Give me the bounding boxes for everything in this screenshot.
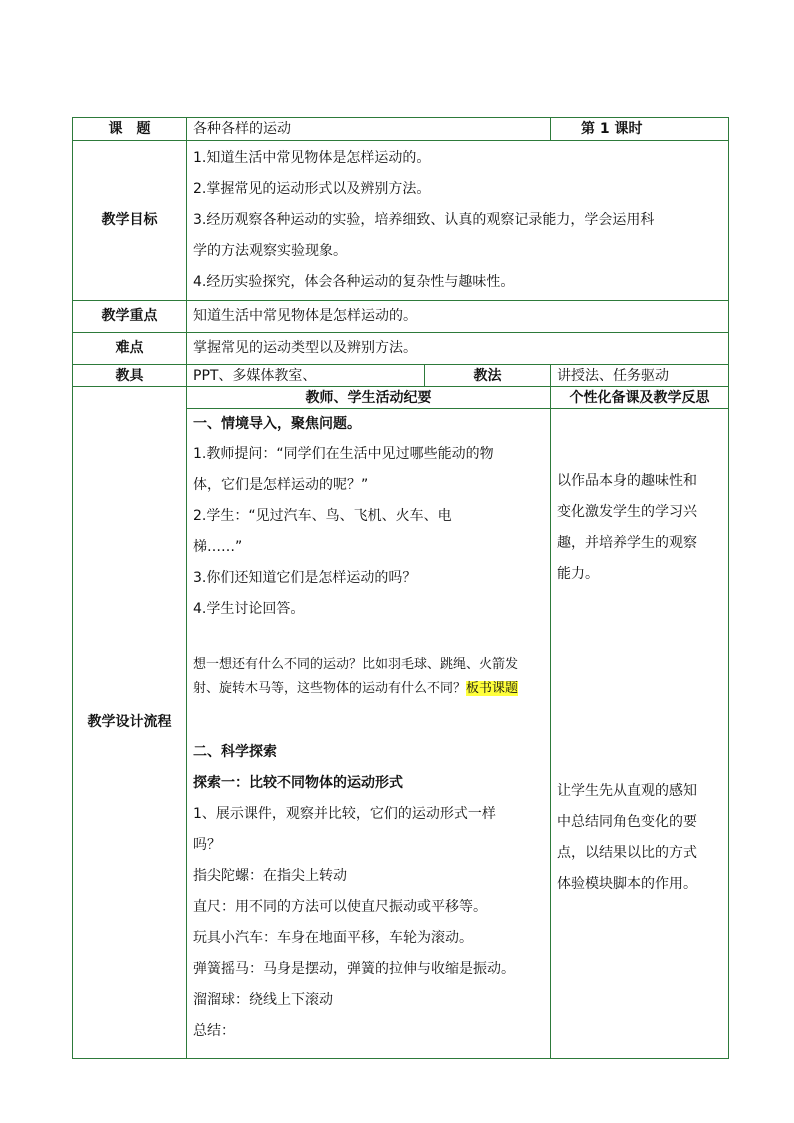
topic-value: 各种各样的运动 bbox=[187, 118, 551, 141]
row-goals bbox=[73, 141, 729, 301]
method-label: 教法 bbox=[425, 365, 551, 387]
reflection-1-line: 以作品本身的趣味性和 bbox=[557, 473, 697, 489]
key-point-label: 教学重点 bbox=[73, 301, 187, 333]
tools-value: PPT、多媒体教室、 bbox=[187, 365, 425, 387]
lesson-number: 第 1 课时 bbox=[551, 118, 729, 141]
reflection-2-line: 点，以结果以比的方式 bbox=[557, 845, 697, 861]
section-1-line: 2.学生：“见过汽车、鸟、飞机、火车、电 bbox=[193, 508, 452, 524]
reflection-column-header: 个性化备课及教学反思 bbox=[551, 387, 729, 409]
goal-item: 2.掌握常见的运动形式以及辨别方法。 bbox=[193, 181, 431, 197]
section-2-line: 总结： bbox=[193, 1023, 235, 1039]
section-2-line: 玩具小汽车：车身在地面平移，车轮为滚动。 bbox=[193, 930, 473, 946]
difficulty-value: 掌握常见的运动类型以及辨别方法。 bbox=[187, 333, 729, 365]
row-key-point bbox=[73, 301, 729, 333]
section-1-line: 1.教师提问：“同学们在生活中见过哪些能动的物 bbox=[193, 446, 494, 462]
reflection-1-line: 变化激发学生的学习兴 bbox=[557, 504, 697, 520]
tools-label: 教具 bbox=[73, 365, 187, 387]
section-2-line: 溜溜球：绕线上下滚动 bbox=[193, 992, 333, 1008]
reflection-2-line: 让学生先从直观的感知 bbox=[557, 783, 697, 799]
activities-column-header: 教师、学生活动纪要 bbox=[187, 387, 551, 409]
section-2-title: 二、科学探索 bbox=[193, 744, 277, 760]
method-value: 讲授法、任务驱动 bbox=[551, 365, 729, 387]
reflection-1-line: 能力。 bbox=[557, 566, 599, 582]
reflection-2-line: 体验模块脚本的作用。 bbox=[557, 876, 697, 892]
section-1-line: 4.学生讨论回答。 bbox=[193, 601, 305, 617]
section-2-line: 吗？ bbox=[193, 837, 221, 853]
section-1-title: 一、情境导入，聚焦问题。 bbox=[193, 416, 361, 432]
row-tools bbox=[73, 365, 729, 387]
flow-label: 教学设计流程 bbox=[73, 387, 187, 1059]
think-line: 想一想还有什么不同的运动？比如羽毛球、跳绳、火箭发 bbox=[193, 657, 519, 672]
row-difficulty bbox=[73, 333, 729, 365]
section-1-line: 体，它们是怎样运动的呢？” bbox=[193, 477, 369, 493]
section-1-line: 3.你们还知道它们是怎样运动的吗？ bbox=[193, 570, 417, 586]
goals-cell bbox=[187, 141, 729, 301]
difficulty-label: 难点 bbox=[73, 333, 187, 365]
lesson-plan-table bbox=[72, 117, 729, 1059]
goal-item: 学的方法观察实验现象。 bbox=[193, 243, 347, 259]
goal-item: 1.知道生活中常见物体是怎样运动的。 bbox=[193, 150, 431, 166]
row-flow-header bbox=[73, 387, 729, 409]
activities-cell bbox=[187, 409, 551, 1059]
topic-label: 课 题 bbox=[73, 118, 187, 141]
reflection-2-line: 中总结同角色变化的要 bbox=[557, 814, 697, 830]
key-point-value: 知道生活中常见物体是怎样运动的。 bbox=[187, 301, 729, 333]
goals-label: 教学目标 bbox=[73, 141, 187, 301]
think-line: 射、旋转木马等，这些物体的运动有什么不同？板书课题 bbox=[193, 681, 519, 696]
section-2-line: 指尖陀螺：在指尖上转动 bbox=[193, 868, 347, 884]
section-2-line: 1、展示课件，观察并比较，它们的运动形式一样 bbox=[193, 806, 496, 822]
section-2-subtitle: 探索一：比较不同物体的运动形式 bbox=[193, 775, 403, 791]
section-2-line: 弹簧摇马：马身是摆动，弹簧的拉伸与收缩是振动。 bbox=[193, 961, 515, 977]
highlight-board-title: 板书课题 bbox=[466, 681, 519, 696]
section-1-line: 梯……” bbox=[193, 539, 243, 555]
goal-item: 4.经历实验探究，体会各种运动的复杂性与趣味性。 bbox=[193, 274, 515, 290]
reflection-cell bbox=[551, 409, 729, 1059]
section-2-line: 直尺：用不同的方法可以使直尺振动或平移等。 bbox=[193, 899, 487, 915]
row-topic bbox=[73, 118, 729, 141]
goal-item: 3.经历观察各种运动的实验，培养细致、认真的观察记录能力，学会运用科 bbox=[193, 212, 655, 228]
reflection-1-line: 趣，并培养学生的观察 bbox=[557, 535, 697, 551]
